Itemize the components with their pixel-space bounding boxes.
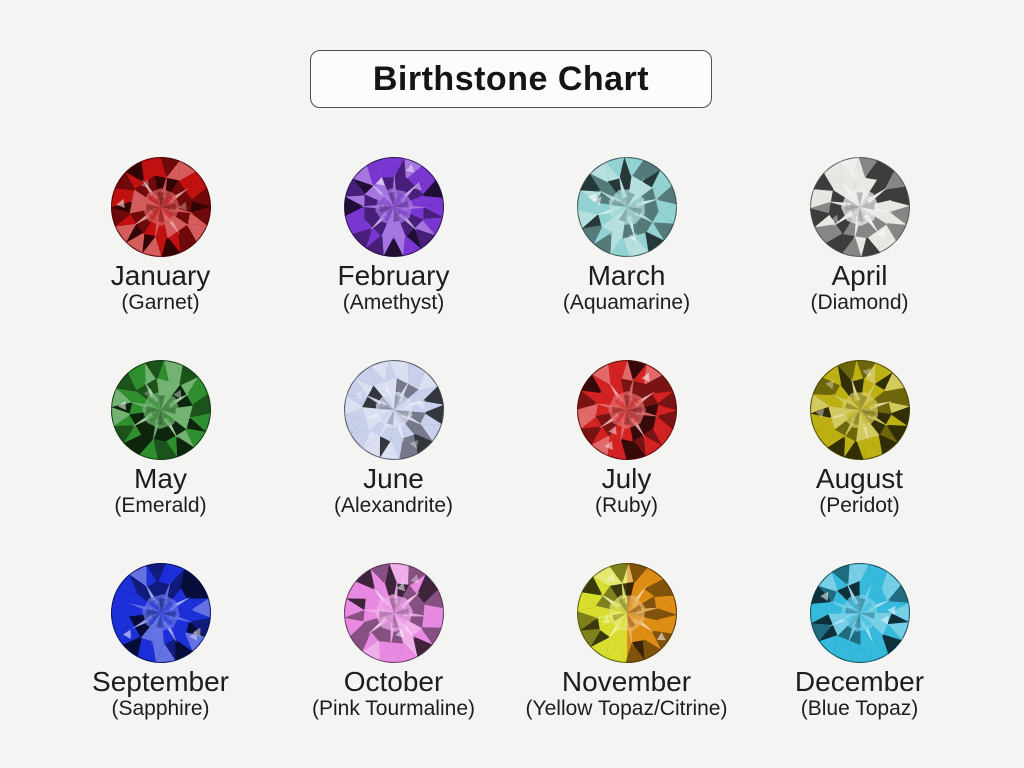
month-label: August (815, 463, 904, 494)
birthstone-cell (743, 150, 976, 353)
stone-name-label: (Yellow Topaz/Citrine) (525, 697, 728, 720)
may-gem-icon (109, 358, 213, 462)
stone-name-label: (Diamond) (810, 291, 909, 314)
month-label: January (110, 260, 211, 291)
december-gem-icon (808, 561, 912, 665)
september-gem-icon (109, 561, 213, 665)
stone-name-label: (Blue Topaz) (800, 697, 919, 720)
stone-name-label: (Peridot) (819, 494, 900, 517)
month-label: October (343, 666, 444, 697)
birthstone-cell (510, 150, 743, 353)
month-label: June (363, 463, 424, 494)
april-gem-icon (808, 155, 912, 259)
birthstone-cell (277, 150, 510, 353)
month-label: May (134, 463, 187, 494)
birthstone-cell (510, 353, 743, 556)
stone-name-label: (Pink Tourmaline) (311, 697, 475, 720)
birthstone-cell (743, 353, 976, 556)
february-gem-icon (342, 155, 446, 259)
birthstone-cell (510, 556, 743, 759)
page-title: Birthstone Chart (372, 59, 650, 98)
birthstone-cell (44, 556, 277, 759)
birthstone-cell (44, 150, 277, 353)
birthstone-cell (277, 556, 510, 759)
month-label: September (92, 666, 229, 697)
birthstone-cell (44, 353, 277, 556)
title-box (310, 50, 712, 108)
january-gem-icon (109, 155, 213, 259)
march-gem-icon (575, 155, 679, 259)
stone-name-label: (Emerald) (114, 494, 207, 517)
birthstone-cell (277, 353, 510, 556)
month-label: December (794, 666, 925, 697)
october-gem-icon (342, 561, 446, 665)
month-label: February (337, 260, 450, 291)
birthstone-cell (743, 556, 976, 759)
july-gem-icon (575, 358, 679, 462)
stone-name-label: (Amethyst) (342, 291, 445, 314)
august-gem-icon (808, 358, 912, 462)
month-label: November (561, 666, 692, 697)
stone-name-label: (Garnet) (121, 291, 200, 314)
stone-name-label: (Alexandrite) (333, 494, 454, 517)
stone-name-label: (Sapphire) (111, 697, 210, 720)
june-gem-icon (342, 358, 446, 462)
month-label: April (831, 260, 888, 291)
stone-name-label: (Ruby) (594, 494, 658, 517)
stone-name-label: (Aquamarine) (562, 291, 691, 314)
november-gem-icon (575, 561, 679, 665)
month-label: March (587, 260, 666, 291)
month-label: July (601, 463, 652, 494)
birthstone-grid (44, 150, 976, 759)
